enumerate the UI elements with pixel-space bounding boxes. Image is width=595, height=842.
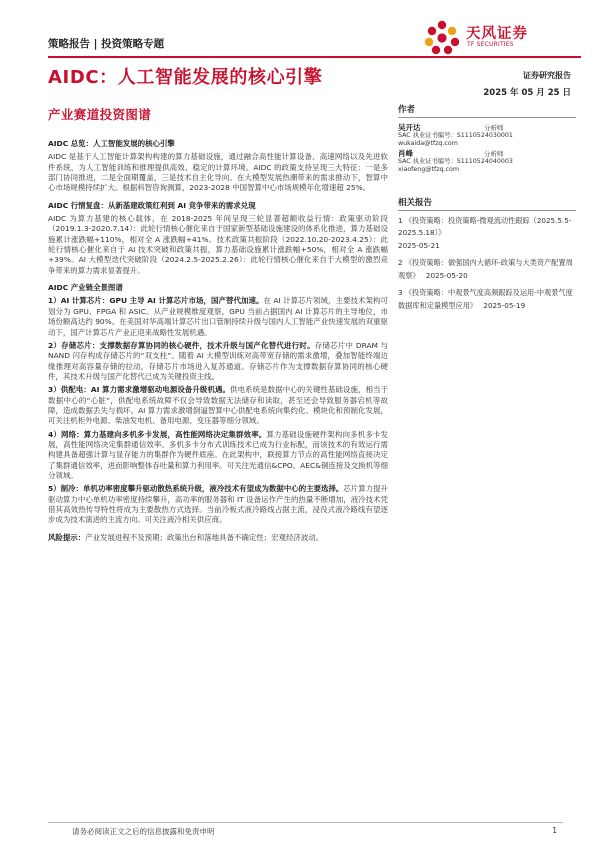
item-body: 芯片算力提升驱动算力中心单机功率密度持续攀升，高功率的服务器和 IT 设备运作产生的热量不断增加，液冷技术凭借其高效热传导特性将成为主要散热方式选择。当前冷板式液冷路线占据主流，浸没式液冷路线有望逐步成为技术演进的主流方向。可关注液冷相关供应商。	[48, 484, 388, 525]
related-title: 相关报告	[398, 198, 433, 208]
industry-item-network	[48, 430, 388, 482]
header-divider	[48, 56, 581, 58]
brand-logo	[422, 17, 552, 57]
author-email[interactable]: xiaofeng@tfzq.com	[398, 166, 460, 174]
author-sac: SAC 执业证书编号：S1110524030001	[398, 132, 513, 140]
logo-text-cn: 天风证券	[466, 26, 528, 42]
risk-lead: 风险提示：	[48, 532, 86, 542]
related-report-item[interactable]	[398, 257, 576, 282]
item-body: 在 AI 计算芯片领域，主要技术架构可划分为 GPU、FPGA 和 ASIC。从产业规模维度观察，GPU 当前占据国内 AI 计算芯片的主导地位，市场份额高达约 90%。在美国对华高端计算芯片出口管制持续升级与国内人工智能产业快速发展的双重驱动下，国产计算芯片产业正迎来战略性发展机遇。	[48, 296, 388, 337]
report-date: 2025 年 05 月 25 日	[483, 88, 571, 98]
industry-item-power	[48, 385, 388, 426]
author-sac: SAC 执业证书编号：S1110524040003	[398, 158, 513, 166]
main-content	[48, 139, 388, 550]
industry-item-chips	[48, 296, 388, 337]
item-body: 算力基础设施硬件架构向多机多卡发展，高性能网络决定集群通信效率。多机多卡分布式训练技术已成为行业标配，而该技术的有效运行需构建具备超强计算与显存能力的集群作为硬件底座。在此架构中，联接算力节点的高性能网络直接决定了集群通信效率，进而影响整体吞吐量和算力利用率。可关注光通信&CPO、AEC&铜连接及交换机等细分领域。	[48, 429, 388, 480]
author-card	[398, 124, 576, 150]
authors-panel	[398, 103, 576, 176]
item-body: 供电系统是数据中心的关键性基础设施，相当于数据中心的“心脏”，供配电系统故障不仅会导致数据无法储存和读取，甚至还会导致服务器宕机等故障，造成数据丢失与损坏。AI 算力需求激增倒逼智算中心供配电系统向集约化、模块化和预制化发展，可关注机柜外电源、柴油发电机、备用电源、变压器等细分领域。	[48, 385, 389, 426]
risk-body: 产业发展进程不及预期；政策出台和落地具备不确定性；宏观经济波动。	[85, 532, 324, 542]
footer-disclaimer: 请务必阅读正文之后的信息披露和免责申明	[72, 827, 215, 836]
market-review-heading: AIDC 行情复盘：从新基建政策红利到 AI 竞争带来的需求兑现	[48, 200, 256, 210]
overview-heading: AIDC 总览：人工智能发展的核心引擎	[48, 139, 175, 148]
author-role: 分析师	[484, 123, 504, 132]
related-report-date: 2025-05-19	[483, 300, 526, 310]
item-lead: 4）网络：算力基建向多机多卡发展，高性能网络决定集群效率。	[48, 429, 267, 439]
industry-map-heading: AIDC 产业链全景图谱	[48, 283, 123, 293]
related-reports-panel	[398, 196, 576, 312]
author-name: 吴开达	[398, 122, 421, 132]
item-lead: 2）存储芯片：支撑数据存算协同的核心硬件，技术升级与国产化替代进行时。	[48, 340, 315, 350]
related-report-date: 2025-05-21	[398, 240, 440, 250]
report-type: 证券研究报告	[523, 71, 571, 80]
footer-divider	[48, 822, 563, 823]
tf-logo-icon	[422, 17, 462, 57]
item-lead: 5）制冷：单机功率密度攀升驱动散热系统升级，液冷技术有望成为数据中心的主要选择。	[48, 484, 344, 494]
related-report-title[interactable]: 1 《投资策略：投资策略-微观流动性跟踪（2025.5.5-2025.5.18）》	[398, 215, 572, 238]
author-card	[398, 150, 576, 176]
logo-text-en: TF SECURITIES	[467, 41, 514, 48]
related-report-item[interactable]	[398, 215, 576, 253]
breadcrumb: 策略报告 | 投资策略专题	[48, 38, 165, 50]
report-title: AIDC：人工智能发展的核心引擎	[48, 67, 323, 88]
item-lead: 1）AI 计算芯片：GPU 主导 AI 计算芯片市场，国产替代加速。	[48, 296, 264, 306]
item-body: 存储芯片中 DRAM 与 NAND 闪存构成存储芯片的“双支柱”。随着 AI 大模型训练对高带宽存储的需求激增，叠加智能终端边缘推理对高容量存储的拉动，存储芯片市场进入复苏通道。存储芯片作为支撑数据存算协同的核心硬件，其技术升级与国产化替代已成为关键投资主线。	[48, 340, 388, 381]
market-review-body: AIDC 为算力基建的核心载体，在 2018-2025 年间呈现三轮显著超额收益行情：政策驱动阶段（2019.1.3-2020.7.14）：此轮行情核心催化来自于国家新型基础设施建设的体系化推进，算力基础设施累计涨跌幅+110%，相对全 A 涨跌幅+41%。技术政策共振阶段（2022.10.20-2023.4.25）：此轮行情核心催化来自于 AI 技术突破和政策共振，算力基础设施累计涨跌幅+50%，相对全 A 涨跌幅+39%。AI 大模型迭代突破阶段（2024.2.5-2025.2.26）：此轮行情核心催化来自于大模型的激烈竞争带来的算力需求显著提升。	[48, 214, 388, 275]
risk-warning	[48, 533, 388, 543]
authors-title: 作者	[398, 105, 416, 115]
page-number: 1	[552, 826, 557, 835]
industry-item-storage	[48, 341, 388, 382]
author-name: 肖峰	[398, 148, 413, 158]
section-title: 产业赛道投资图谱	[48, 107, 152, 122]
related-report-item[interactable]	[398, 287, 576, 312]
author-role: 分析师	[484, 149, 504, 158]
overview-body: AIDC 是基于人工智能计算架构构建的算力基础设施，通过融合高性能计算设备、高速网络以及先进软件系统，为人工智能训练和推理提供高效、稳定的计算环境。AIDC 的政策支持呈现三大特征：一是多部门协同推进，二是全面期覆盖，三是技术自主化导向。在大模型发展热潮带来的需求推动下，智算中心市场规模持续扩大。根据科智咨询测算，2023-2028 中国智算中心市场规模年化增速超 25%。	[48, 152, 388, 193]
related-report-date: 2025-05-20	[425, 270, 468, 280]
industry-item-cooling	[48, 484, 388, 525]
author-email[interactable]: wukaida@tfzq.com	[398, 140, 458, 148]
related-report-title[interactable]: 2 《投资策略：做强国内大循环-政策与大类资产配置周观察》	[398, 258, 573, 280]
related-report-title[interactable]: 3 《投资策略：中观景气度高频跟踪及运用-中观景气度数据库和定量模型应用》	[398, 288, 573, 310]
item-lead: 3）供配电：AI 算力需求激增驱动电源设备升级机遇。	[48, 385, 231, 395]
